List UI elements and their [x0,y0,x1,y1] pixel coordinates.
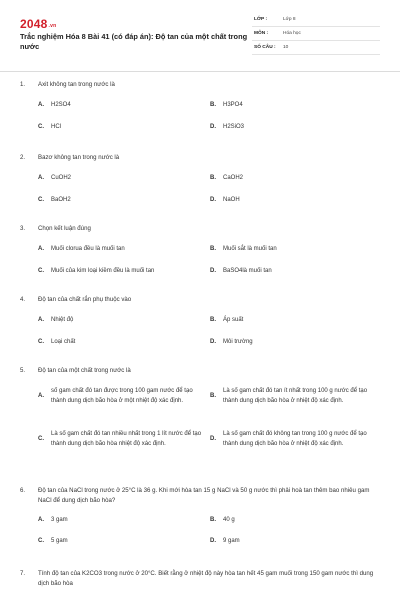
question-number: 7. [20,570,26,577]
answer-text: Áp suất [223,317,244,323]
question-body: Axit không tan trong nước là [38,81,115,88]
answer-letter: C. [38,538,44,544]
question-body: Độ tan của một chất trong nước là [38,367,131,374]
answer-letter: B. [210,102,216,108]
answer-text: Muối clorua đều là muối tan [51,246,125,252]
answer-text: CaOH2 [223,175,244,181]
answer-letter: A. [38,392,44,399]
site-logo[interactable] [20,17,56,31]
meta-value: 10 [283,45,289,50]
question-item [20,366,382,447]
answer-letter: A. [38,175,44,181]
answer-option[interactable] [38,174,209,184]
answer-text: H3PO4 [223,102,243,108]
answer-letter: D. [210,538,216,544]
answer-option[interactable] [210,196,381,206]
answer-option[interactable] [210,430,381,449]
answer-option[interactable] [38,123,209,133]
question-text [20,366,382,376]
page-title: Trắc nghiệm Hóa 8 Bài 41 (có đáp án): Độ tan của một chất trong nước [20,32,248,51]
meta-row-subject [252,27,380,41]
answer-text: số gam chất đó tan được trong 100 gam nước để tạo thành dung dịch bão hòa ở một nhiệt độ xác định. [51,388,193,404]
question-text [20,486,382,505]
answer-text: H2SiO3 [223,124,245,130]
question-number: 3. [20,225,26,232]
answer-text: Là số gam chất đó tan ít nhất trong 100 g nước để tạo thành dung dịch bão hòa ở nhiệt độ xác định. [223,388,368,404]
answer-option[interactable] [210,516,381,526]
answer-option[interactable] [210,338,381,348]
question-item [20,80,382,130]
answer-text: Là số gam chất đó không tan trong 100 g nước để tạo thành dung dịch bão hòa ở nhiệt độ xác định. [223,431,367,447]
question-text [20,224,382,234]
answer-option[interactable] [38,316,209,326]
answer-text: BaSO4là muối tan [223,268,272,274]
answer-option[interactable] [210,123,381,133]
answer-letter: B. [210,317,216,323]
answer-option[interactable] [210,316,381,326]
logo-main: 2048 [20,17,48,31]
question-item [20,153,382,203]
answer-option[interactable] [210,537,381,547]
question-item [20,486,382,544]
answer-letter: D. [210,435,216,442]
answer-letter: D. [210,268,216,274]
answer-text: NaOH [223,197,240,203]
answer-letter: B. [210,392,216,399]
question-number: 4. [20,296,26,303]
answer-option[interactable] [38,196,209,206]
answer-option[interactable] [210,245,381,255]
question-number: 6. [20,487,26,494]
answer-letter: C. [38,339,44,345]
logo-suffix: .vn [48,23,57,29]
answer-option[interactable] [210,267,381,277]
meta-row-grade [252,13,380,27]
header [0,0,400,72]
question-body: Bazơ không tan trong nước là [38,154,120,161]
answer-option[interactable] [38,516,209,526]
answer-letter: A. [38,517,44,523]
question-number: 5. [20,367,26,374]
answer-letter: C. [38,124,44,130]
answer-option[interactable] [38,338,209,348]
question-body: Độ tan của chất rắn phụ thuộc vào [38,296,132,303]
answer-letter: C. [38,268,44,274]
meta-label: MÔN : [254,31,269,36]
answer-option[interactable] [38,267,209,277]
question-number: 2. [20,154,26,161]
answer-letter: A. [38,317,44,323]
answer-option[interactable] [38,537,209,547]
answer-text: CuOH2 [51,175,72,181]
answer-option[interactable] [210,101,381,111]
answer-letter: A. [38,102,44,108]
question-item [20,569,382,588]
answer-option[interactable] [38,387,209,406]
answer-text: Muối của kim loại kiềm đều là muối tan [51,268,155,274]
answer-letter: B. [210,175,216,181]
question-text [20,569,382,588]
quiz-meta [252,13,380,55]
answer-option[interactable] [38,245,209,255]
question-body: Tính độ tan của K2CO3 trong nước ở 20°C. Biết rằng ở nhiệt độ này hòa tan hết 45 gam muối trong 150 gam nước thì dung dịch bão hòa [38,570,374,587]
answer-option[interactable] [38,101,209,111]
answer-text: 3 gam [51,517,68,523]
question-text [20,153,382,163]
answer-letter: B. [210,517,216,523]
meta-value: Hóa học [283,31,301,36]
answer-text: BaOH2 [51,197,71,203]
answer-letter: C. [38,197,44,203]
answer-option[interactable] [210,174,381,184]
answer-letter: D. [210,124,216,130]
question-number: 1. [20,81,26,88]
answer-letter: D. [210,197,216,203]
question-item [20,224,382,274]
answer-text: HCl [51,124,61,130]
meta-label: LỚP : [254,17,268,22]
answer-text: 40 g [223,517,235,523]
answer-letter: D. [210,339,216,345]
answer-text: Muối sắt là muối tan [223,246,277,252]
answer-letter: A. [38,246,44,252]
meta-value: Lớp 8 [283,17,296,22]
meta-row-count [252,41,380,55]
question-body: Độ tan của NaCl trong nước ở 25°C là 36 g. Khi mới hòa tan 15 g NaCl và 50 g nước thì phải hoà tan thêm bao nhiêu gam NaCl để dung dịch bão hòa? [38,487,370,504]
question-text [20,295,382,305]
answer-option[interactable] [38,430,209,449]
question-body: Chọn kết luận đúng [38,225,91,232]
question-text [20,80,382,90]
answer-letter: C. [38,435,44,442]
answer-text: 5 gam [51,538,68,544]
answer-text: H2SO4 [51,102,71,108]
answer-text: Là số gam chất đó tan nhiều nhất trong 1 lít nước để tạo thành dung dịch bão hòa nhiệt độ xác định. [51,431,202,447]
answer-text: Nhiệt độ [51,317,74,323]
answer-text: Loại chất [51,339,76,345]
answer-letter: B. [210,246,216,252]
answer-text: Môi trường [223,339,253,345]
answer-text: 9 gam [223,538,240,544]
question-item [20,295,382,345]
answer-option[interactable] [210,387,381,406]
meta-label: SỐ CÂU : [254,45,276,50]
